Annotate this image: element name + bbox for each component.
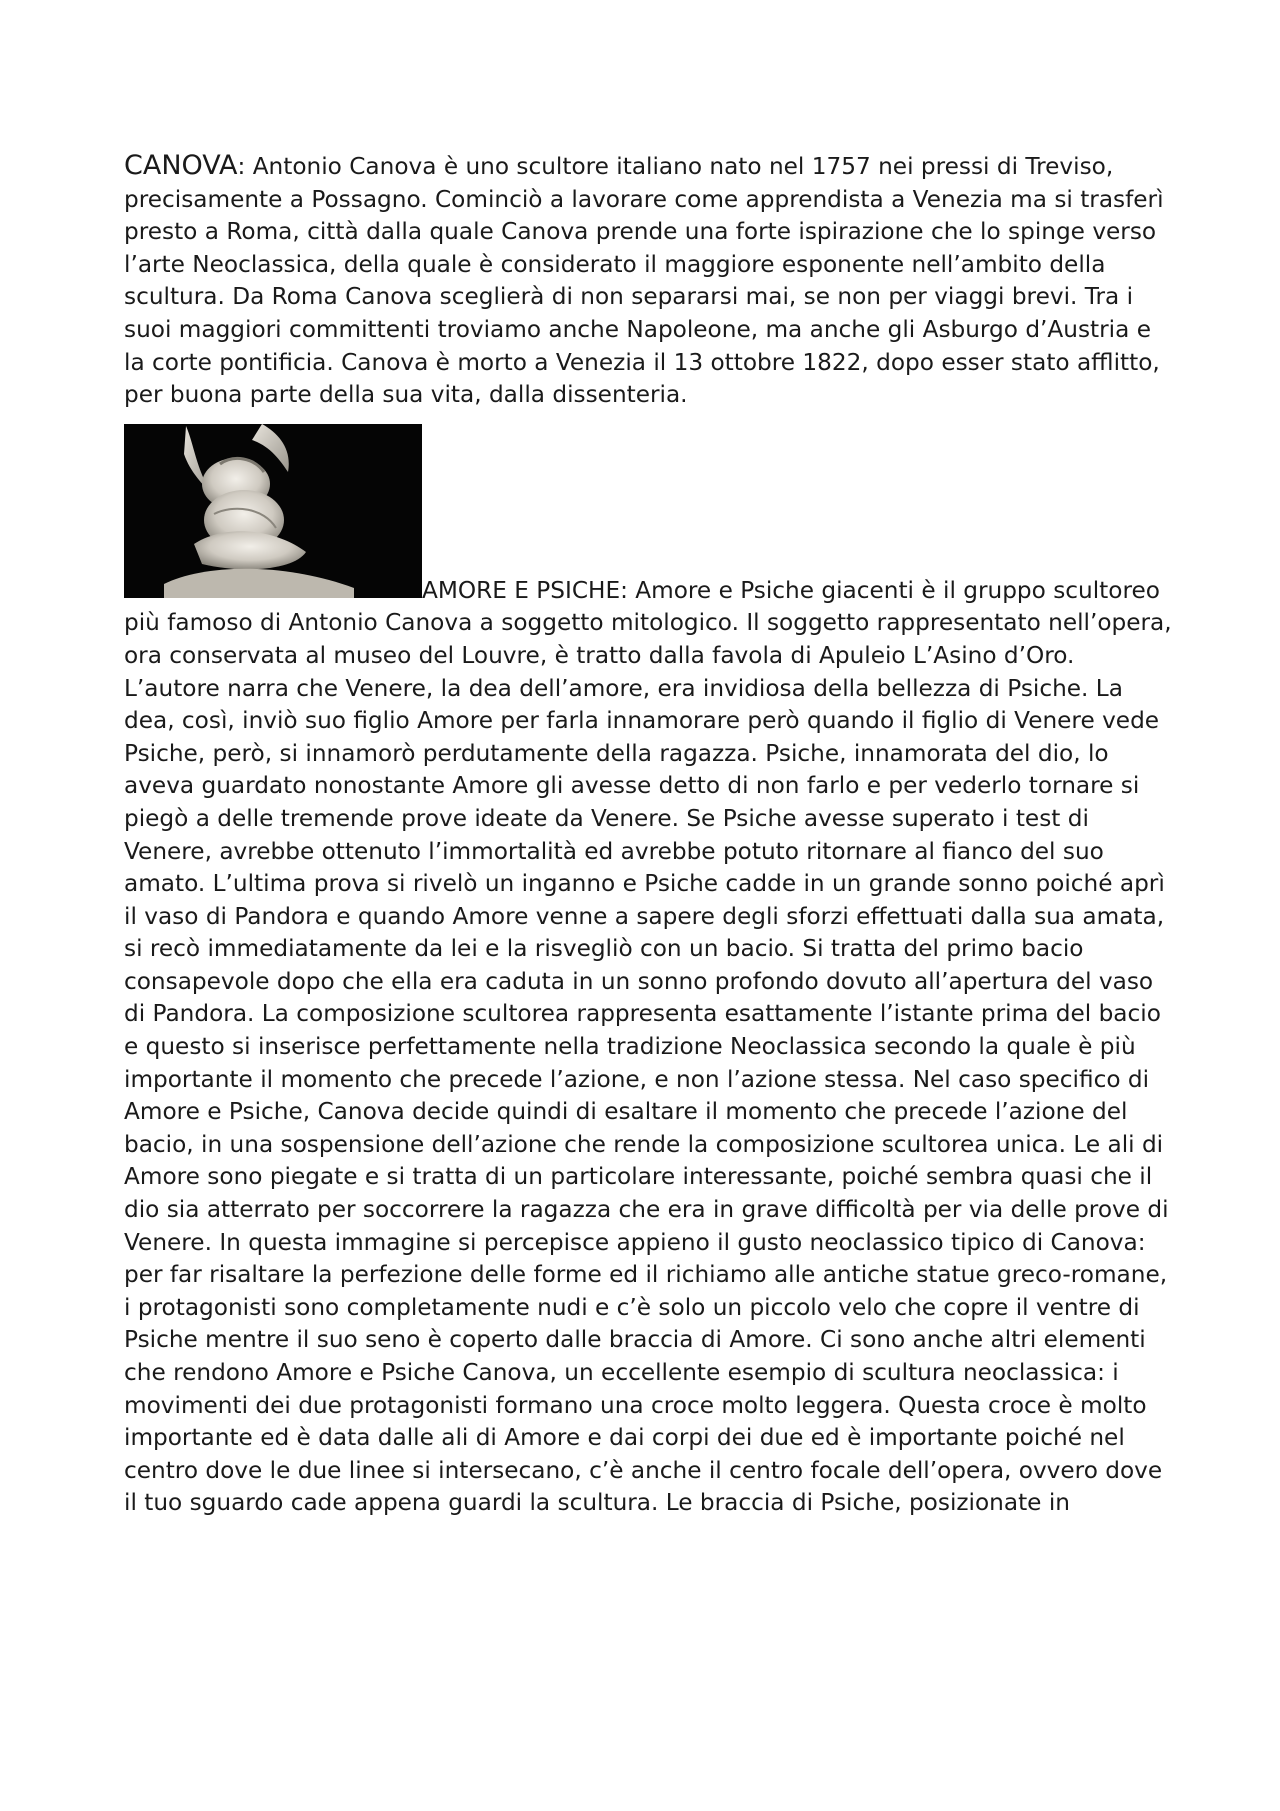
section-text: AMORE E PSICHE: Amore e Psiche giacenti è il gruppo scultoreo più famoso di Antonio Canova a soggetto mitologico. Il soggetto rappresentato nell’opera, ora conservata al museo del Louvre, è tratto dalla favola di Apuleio L’Asino d’Oro. L’autore narra che Venere, la dea dell’amore, era invidiosa della bellezza di Psiche. La dea, così, inviò suo figlio Amore per farla innamorare però quando il figlio di Venere vede Psiche, però, si innamorò perdutamente della ragazza. Psiche, innamorata del dio, lo aveva guardato nonostante Amore gli avesse detto di non farlo e per vederlo tornare si piegò a delle tremende prove ideate da Venere. Se Psiche avesse superato i test di Venere, avrebbe ottenuto l’immortalità ed avrebbe potuto ritornare al fianco del suo amato. L’ultima prova si rivelò un inganno e Psiche cadde in un grande sonno poiché aprì il vaso di Pandora e quando Amore venne a sapere degli sforzi effettuati dalla sua amata, si recò immediatamente da lei e la risvegliò con un bacio. Si tratta del primo bacio consapevole dopo che ella era caduta in un sonno profondo dovuto all’apertura del vaso di Pandora. La composizione scultorea rappresenta esattamente l’istante prima del bacio e questo si inserisce perfettamente nella tradizione Neoclassica secondo la quale è più importante il momento che precede l’azione, e non l’azione stessa. Nel caso specifico di Amore e Psiche, Canova decide quindi di esaltare il momento che precede l’azione del bacio, in una sospensione dell’azione che rende la composizione scultorea unica. Le ali di Amore sono piegate e si tratta di un particolare interessante, poiché sembra quasi che il dio sia atterrato per soccorrere la ragazza che era in grave difficoltà per via delle prove di Venere. In questa immagine si percepisce appieno il gusto neoclassico tipico di Canova: per far risaltare la perfezione delle forme ed il richiamo alle antiche statue greco-romane, i protagonisti sono completamente nudi e c’è solo un piccolo velo che copre il ventre di Psiche mentre il suo seno è coperto dalle braccia di Amore. Ci sono anche altri elementi che rendono Amore e Psiche Canova, un eccellente esempio di scultura neoclassica: i movimenti dei due protagonisti formano una croce molto leggera. Questa croce è molto importante ed è data dalle ali di Amore e dai corpi dei due ed è importante poiché nel centro dove le due linee si intersecano, c’è anche il centro focale dell’opera, ovvero dove il tuo sguardo cade appena guardi la scultura. Le braccia di Psiche, posizionate in	[124, 576, 1172, 1517]
amore-psiche-image	[124, 424, 422, 598]
heading-canova: CANOVA	[124, 150, 238, 181]
section-paragraph	[124, 412, 1174, 1520]
document-page	[124, 150, 1174, 1520]
sculpture-photo-icon	[124, 424, 422, 598]
intro-paragraph	[124, 150, 1174, 412]
intro-text: : Antonio Canova è uno scultore italiano nato nel 1757 nei pressi di Treviso, precisamente a Possagno. Cominciò a lavorare come apprendista a Venezia ma si trasferì presto a Roma, città dalla quale Canova prende una forte ispirazione che lo spinge verso l’arte Neoclassica, della quale è considerato il maggiore esponente nell’ambito della scultura. Da Roma Canova sceglierà di non separarsi mai, se non per viaggi brevi. Tra i suoi maggiori committenti troviamo anche Napoleone, ma anche gli Asburgo d’Austria e la corte pontificia. Canova è morto a Venezia il 13 ottobre 1822, dopo esser stato afflitto, per buona parte della sua vita, dalla dissenteria.	[124, 153, 1164, 409]
